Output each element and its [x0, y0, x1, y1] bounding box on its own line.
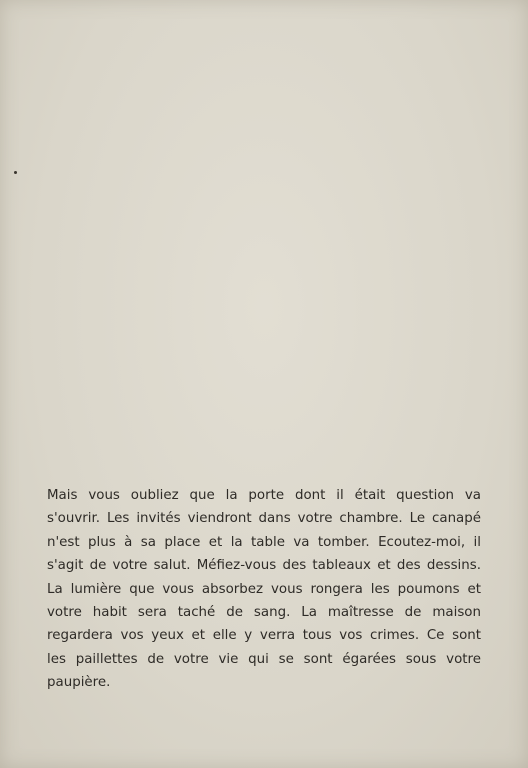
- ink-speck: [14, 171, 17, 174]
- text-line: Mais vous oubliez que la porte dont il était question va: [47, 488, 481, 503]
- body-paragraph: [47, 484, 481, 695]
- text-line: s'ouvrir. Les invités viendront dans votre chambre. Le canapé: [47, 511, 481, 527]
- text-line: paupière.: [47, 675, 111, 691]
- text-line: n'est plus à sa place et la table va tomber. Ecoutez-moi, il: [47, 534, 481, 550]
- text-line: regardera vos yeux et elle y verra tous vos crimes. Ce sont: [47, 628, 481, 644]
- text-line: les paillettes de votre vie qui se sont égarées sous votre: [47, 651, 481, 667]
- text-line: s'agit de votre salut. Méfiez-vous des tableaux et des dessins.: [47, 558, 481, 574]
- text-line: La lumière que vous absorbez vous rongera les poumons et: [47, 581, 481, 597]
- text-line: votre habit sera taché de sang. La maîtresse de maison: [47, 605, 481, 621]
